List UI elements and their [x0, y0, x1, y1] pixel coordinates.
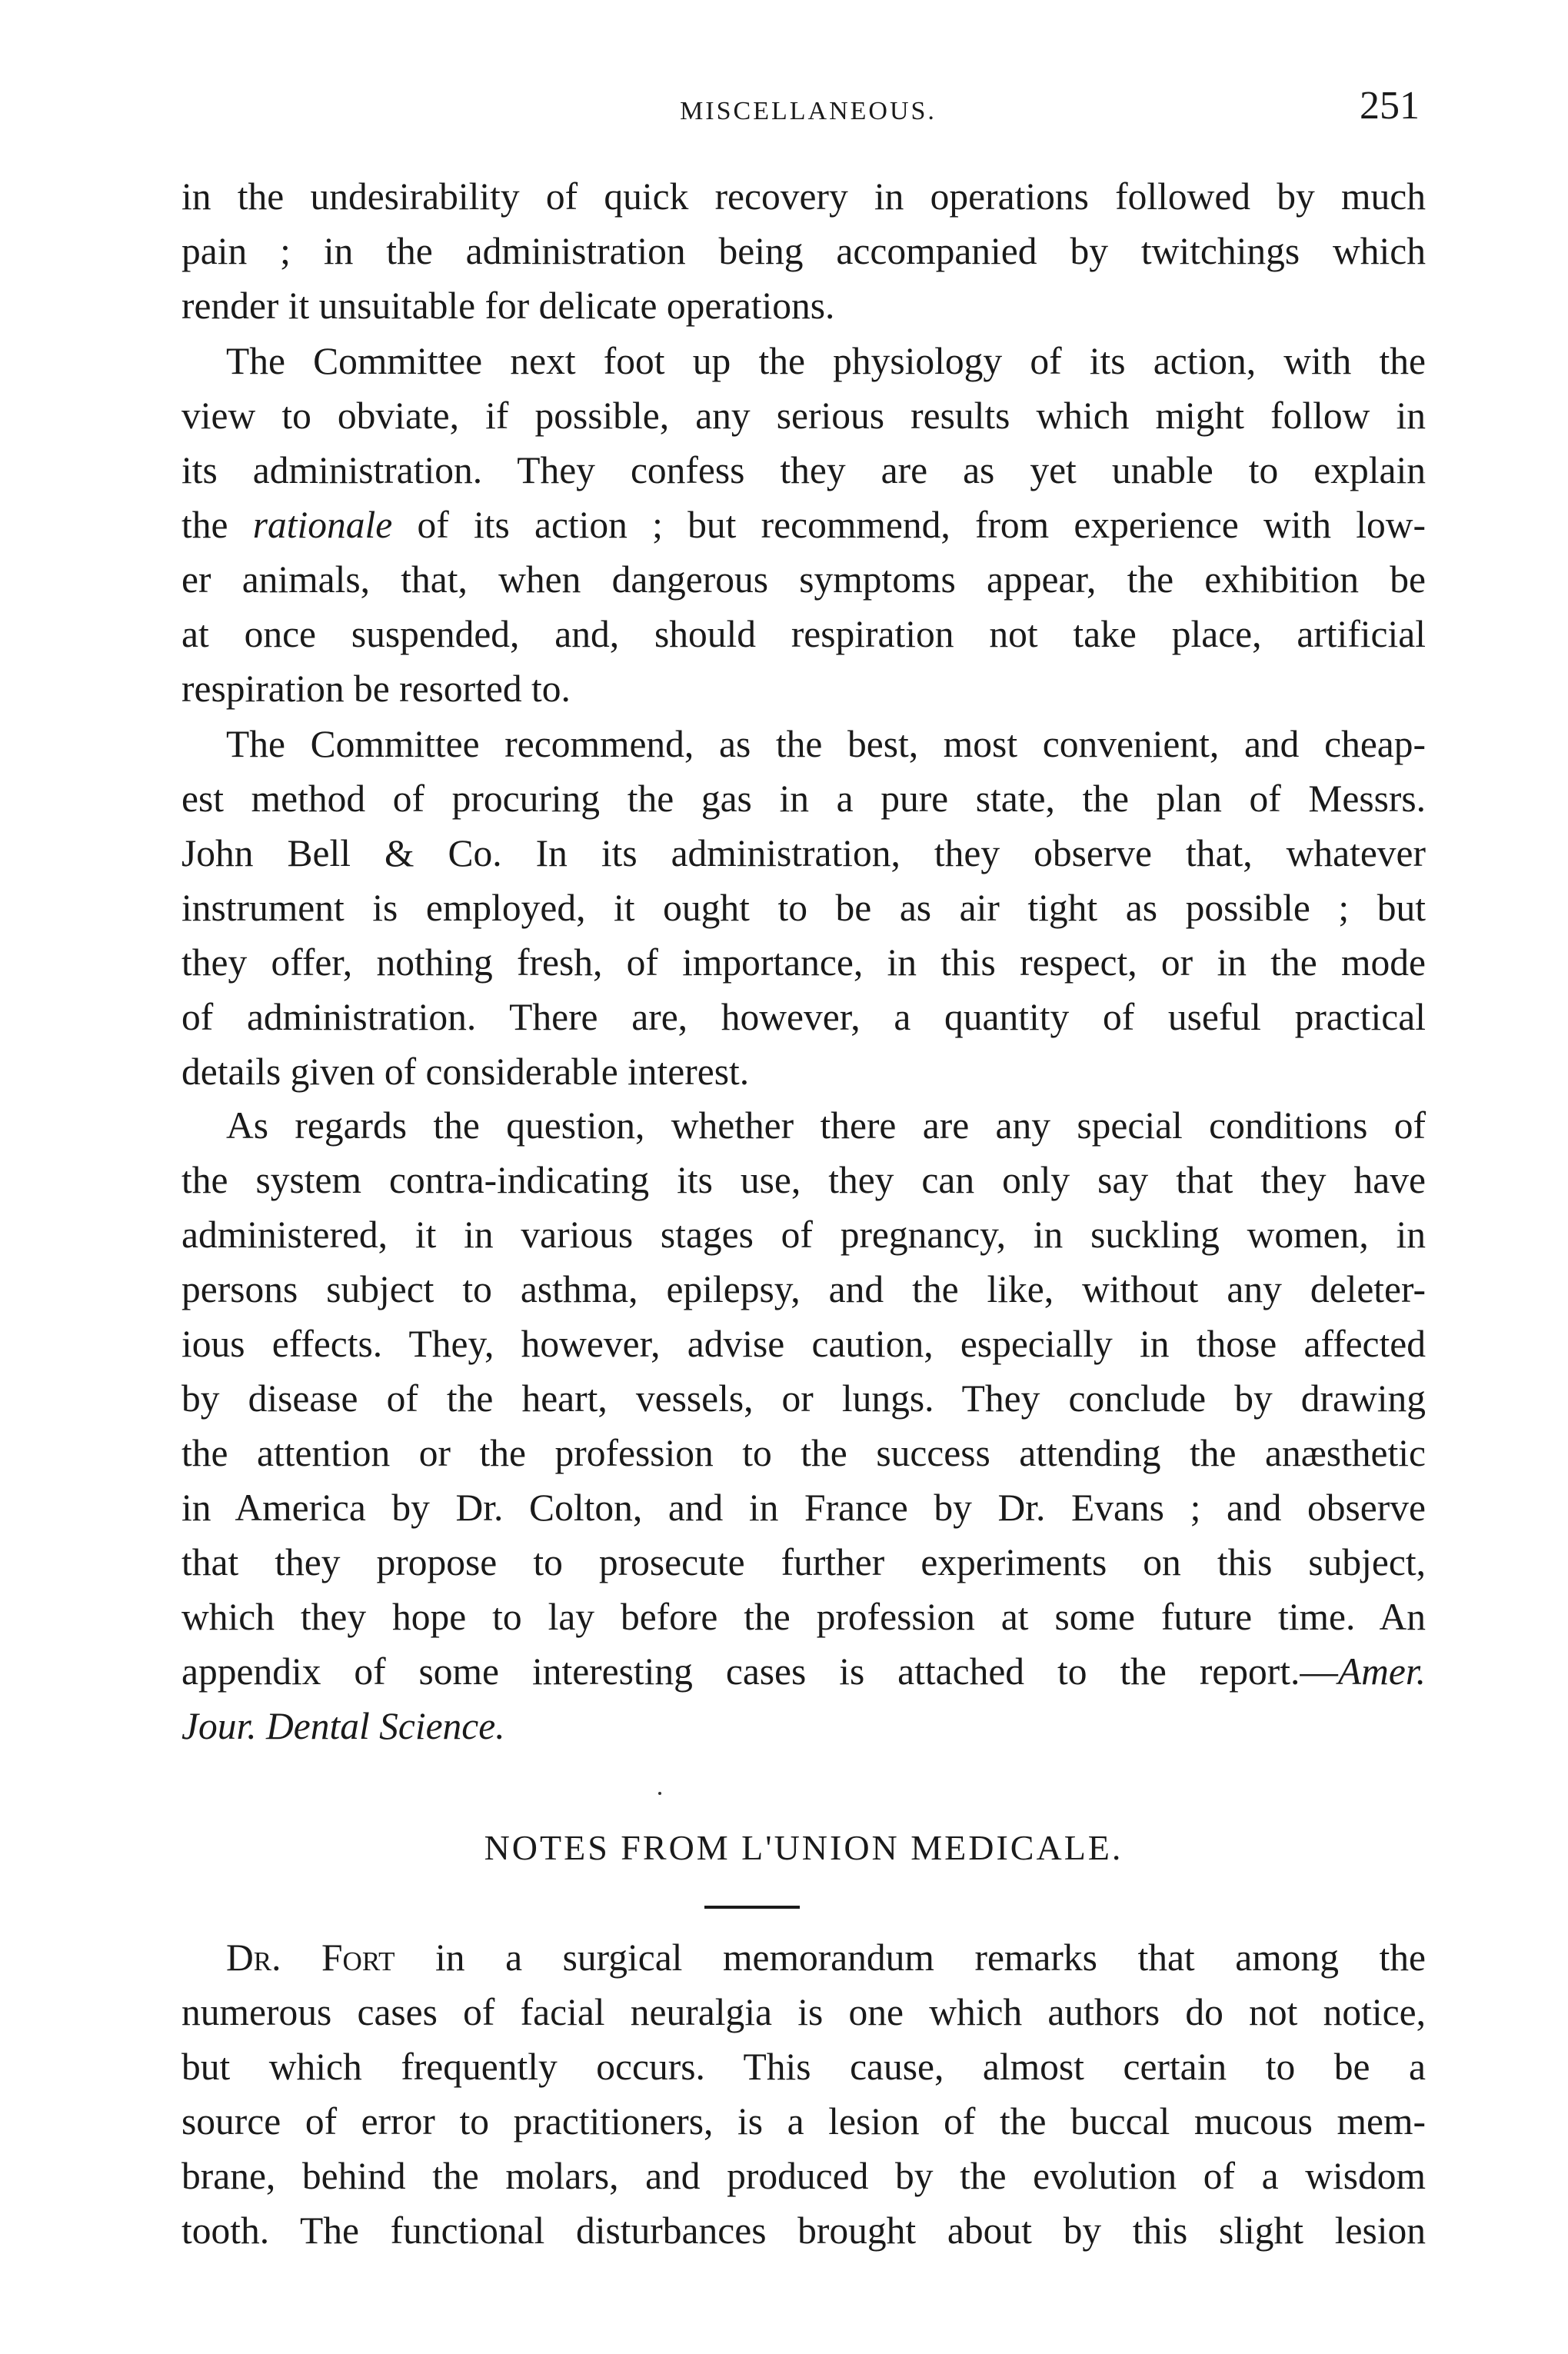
text-fragment: of its action ; but recommend, from experience with low- — [392, 504, 1426, 546]
text-fragment: the — [181, 504, 253, 546]
text-line: but which frequently occurs. This cause, almost certain to be a — [181, 2046, 1426, 2088]
text-line: at once suspended, and, should respiration not take place, artificial — [181, 613, 1426, 655]
text-line: brane, behind the molars, and produced by the evolution of a wisdom — [181, 2155, 1426, 2197]
text-fragment: in a surgical memorandum remarks that among the — [394, 1936, 1426, 1979]
separator-dot — [658, 1792, 661, 1795]
text-line: The Committee next foot up the physiology of its action, with the — [226, 340, 1426, 382]
author-name: Fort — [321, 1936, 395, 1979]
text-line: The Committee recommend, as the best, most convenient, and cheap- — [226, 723, 1426, 765]
paragraph-gas-method — [181, 717, 1426, 1099]
text-line: persons subject to asthma, epilepsy, and the like, without any deleter- — [181, 1268, 1426, 1310]
italic-term: rationale — [252, 504, 393, 546]
text-line: est method of procuring the gas in a pure state, the plan of Messrs. — [181, 777, 1426, 820]
text-line: in America by Dr. Colton, and in France by Dr. Evans ; and observe — [181, 1487, 1426, 1529]
running-title: MISCELLANEOUS. — [680, 97, 937, 125]
text-line: details given of considerable interest. — [181, 1050, 750, 1093]
paragraph-physiology — [181, 334, 1426, 716]
text-line: administered, it in various stages of pregnancy, in suckling women, in — [181, 1214, 1426, 1256]
paragraph-continuation — [181, 169, 1426, 333]
paragraph-neuralgia — [181, 1930, 1426, 2258]
text-line: the attention or the profession to the success attending the anæsthetic — [181, 1432, 1426, 1474]
text-line: As regards the question, whether there are any special conditions of — [226, 1104, 1426, 1147]
text-line: John Bell & Co. In its administration, they observe that, whatever — [181, 832, 1426, 874]
text-line: instrument is employed, it ought to be as air tight as possible ; but — [181, 887, 1426, 929]
text-fragment: appendix of some interesting cases is attached to the report.— — [181, 1650, 1338, 1693]
text-line: of administration. There are, however, a quantity of useful practical — [181, 996, 1426, 1038]
text-line: which they hope to lay before the profession at some future time. An — [181, 1596, 1426, 1638]
text-line — [181, 1930, 1426, 1985]
citation-line: Jour. Dental Science. — [181, 1705, 505, 1747]
text-line: that they propose to prosecute further experiments on this subject, — [181, 1541, 1426, 1583]
citation-italic: Amer. — [1337, 1650, 1426, 1693]
paragraph-conditions — [181, 1098, 1426, 1753]
text-line: source of error to practitioners, is a lesion of the buccal mucous mem- — [181, 2100, 1426, 2143]
section-heading: NOTES FROM L'UNION MEDICALE. — [484, 1828, 1124, 1867]
text-line: er animals, that, when dangerous symptoms appear, the exhibition be — [181, 558, 1426, 601]
text-line: respiration be resorted to. — [181, 668, 571, 710]
text-line — [181, 498, 1426, 552]
text-line: render it unsuitable for delicate operations. — [181, 285, 835, 327]
text-line: pain ; in the administration being accompanied by twitchings which — [181, 230, 1426, 272]
text-line: by disease of the heart, vessels, or lungs. They conclude by drawing — [181, 1377, 1426, 1420]
text-line: view to obviate, if possible, any serious results which might follow in — [181, 395, 1426, 437]
author-prefix: Dr. — [226, 1936, 281, 1979]
text-line: the system contra-indicating its use, they can only say that they have — [181, 1159, 1426, 1201]
text-line — [181, 1644, 1426, 1699]
text-line: they offer, nothing fresh, of importance, in this respect, or in the mode — [181, 941, 1426, 984]
text-line: tooth. The functional disturbances brought about by this slight lesion — [181, 2209, 1426, 2252]
text-line: ious effects. They, however, advise caution, especially in those affected — [181, 1323, 1426, 1365]
running-head — [181, 83, 1435, 137]
text-line: in the undesirability of quick recovery in operations followed by much — [181, 175, 1426, 218]
text-line: numerous cases of facial neuralgia is one which authors do not notice, — [181, 1991, 1426, 2033]
page-number: 251 — [1360, 84, 1420, 128]
heading-rule — [704, 1906, 800, 1909]
text-line: its administration. They confess they are as yet unable to explain — [181, 449, 1426, 491]
